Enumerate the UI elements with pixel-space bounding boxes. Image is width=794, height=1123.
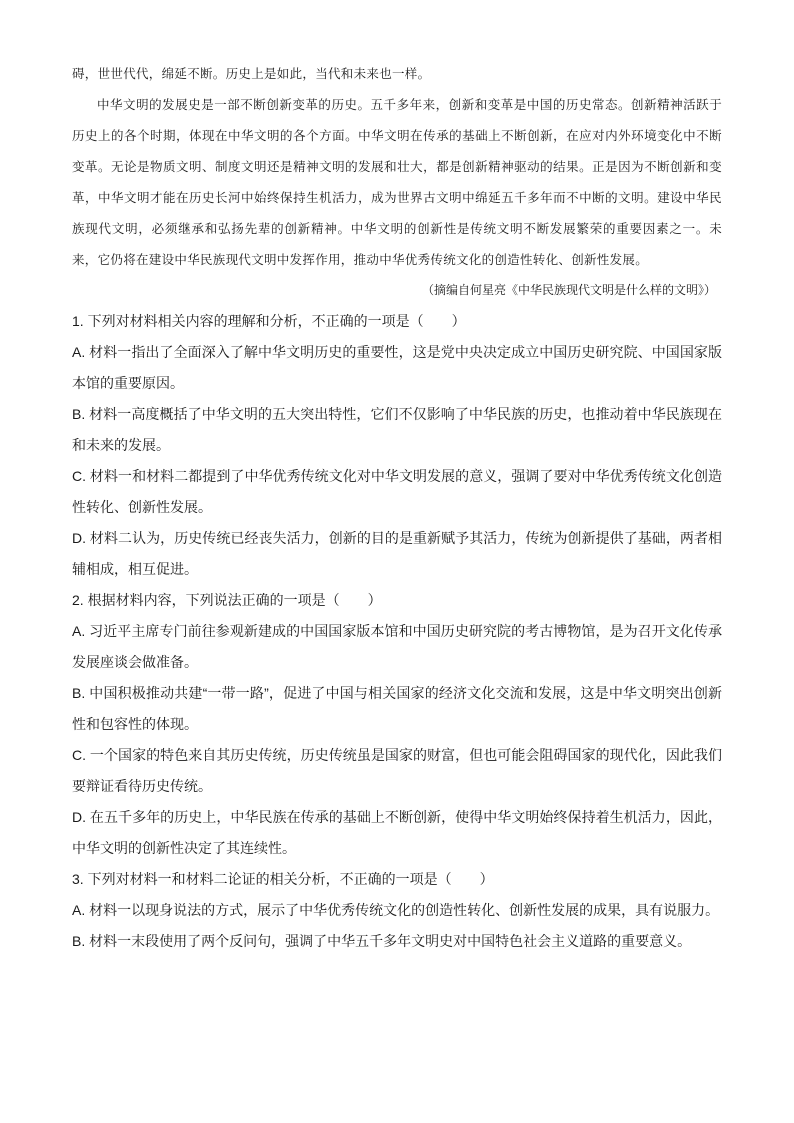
question-1 [72, 306, 722, 585]
option-b: B. 材料一末段使用了两个反问句，强调了中华五千多年文明史对中国特色社会主义道路的重要意义。 [72, 933, 692, 949]
option-a: A. 习近平主席专门前往参观新建成的中国国家版本馆和中国历史研究院的考古博物馆，是为召开文化传承发展座谈会做准备。 [72, 623, 722, 670]
option-b: B. 中国积极推动共建“一带一路”，促进了中国与相关国家的经济文化交流和发展，这是中华文明突出创新性和包容性的体现。 [72, 685, 722, 732]
document-page [72, 58, 722, 957]
question-stem: 1. 下列对材料相关内容的理解和分析，不正确的一项是（ ） [72, 313, 466, 329]
question-3 [72, 864, 722, 957]
option-c: C. 一个国家的特色来自其历史传统，历史传统虽是国家的财富，但也可能会阻碍国家的现代化，因此我们要辩证看待历史传统。 [72, 747, 722, 794]
option-d: D. 材料二认为，历史传统已经丧失活力，创新的目的是重新赋予其活力，传统为创新提供了基础，两者相辅相成，相互促进。 [72, 530, 722, 577]
passage-paragraph: 中华文明的发展史是一部不断创新变革的历史。五千多年来，创新和变革是中国的历史常态。创新精神活跃于历史上的各个时期，体现在中华文明的各个方面。中华文明在传承的基础上不断创新，在应对内外环境变化中不断变革。无论是物质文明、制度文明还是精神文明的发展和壮大，都是创新精神驱动的结果。正是因为不断创新和变革，中华文明才能在历史长河中始终保持生机活力，成为世界古文明中绵延五千多年而不中断的文明。建设中华民族现代文明，必须继承和弘扬先辈的创新精神。中华文明的创新性是传统文明不断发展繁荣的重要因素之一。未来，它仍将在建设中华民族现代文明中发挥作用，推动中华优秀传统文化的创造性转化、创新性发展。 [72, 97, 722, 267]
option-b: B. 材料一高度概括了中华文明的五大突出特性，它们不仅影响了中华民族的历史，也推动着中华民族现在和未来的发展。 [72, 406, 722, 453]
question-stem: 3. 下列对材料一和材料二论证的相关分析，不正确的一项是（ ） [72, 871, 494, 887]
option-c: C. 材料一和材料二都提到了中华优秀传统文化对中华文明发展的意义，强调了要对中华优秀传统文化创造性转化、创新性发展。 [72, 468, 722, 515]
option-a: A. 材料一以现身说法的方式，展示了中华优秀传统文化的创造性转化、创新性发展的成果，具有说服力。 [72, 902, 720, 918]
passage-source: （摘编自何星亮《中华民族现代文明是什么样的文明》） [421, 283, 716, 297]
question-2 [72, 585, 722, 864]
passage-line-top: 碍，世世代代，绵延不断。历史上是如此，当代和未来也一样。 [72, 66, 431, 81]
option-d: D. 在五千多年的历史上，中华民族在传承的基础上不断创新，使得中华文明始终保持着生机活力，因此，中华文明的创新性决定了其连续性。 [72, 809, 722, 856]
option-a: A. 材料一指出了全面深入了解中华文明历史的重要性，这是党中央决定成立中国历史研究院、中国国家版本馆的重要原因。 [72, 344, 722, 391]
question-stem: 2. 根据材料内容，下列说法正确的一项是（ ） [72, 592, 382, 608]
